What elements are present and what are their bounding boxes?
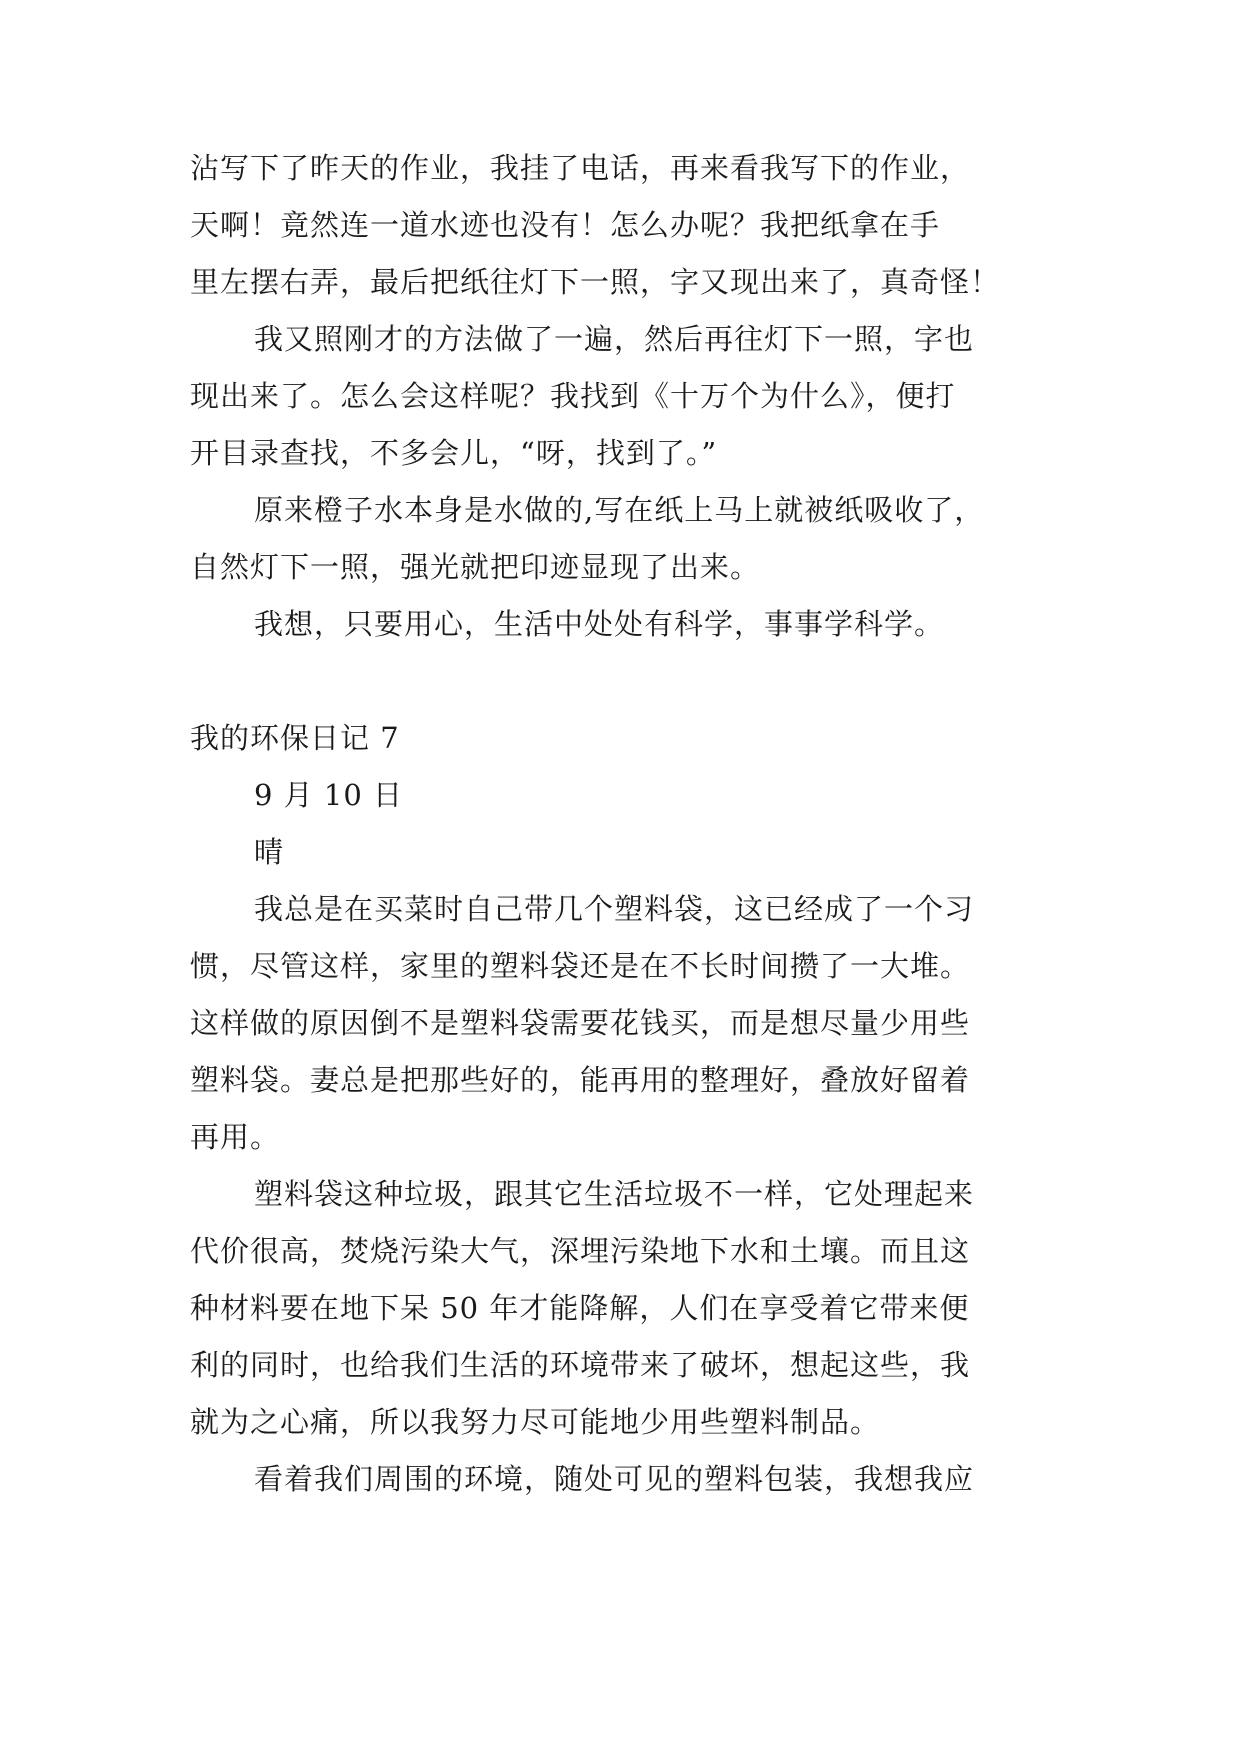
diary-weather: 晴	[254, 835, 285, 869]
text-line: 自然灯下一照，强光就把印迹显现了出来。	[190, 550, 761, 584]
diary-date: 9 月 10 日	[254, 778, 404, 812]
paragraph-first-line: 塑料袋这种垃圾，跟其它生活垃圾不一样，它处理起来	[254, 1177, 975, 1211]
text-line: 沾写下了昨天的作业，我挂了电话，再来看我写下的作业，	[190, 151, 971, 185]
text-line: 开目录查找，不多会儿，“呀，找到了。”	[190, 436, 718, 470]
text-line: 这样做的原因倒不是塑料袋需要花钱买，而是想尽量少用些	[190, 1006, 971, 1040]
text-line: 就为之心痛，所以我努力尽可能地少用些塑料制品。	[190, 1405, 881, 1439]
paragraph-first-line: 我又照刚才的方法做了一遍，然后再往灯下一照，字也	[254, 322, 975, 356]
text-line: 现出来了。怎么会这样呢？我找到《十万个为什么》，便打	[190, 379, 956, 413]
paragraph-first-line: 我总是在买菜时自己带几个塑料袋，这已经成了一个习	[254, 892, 975, 926]
text-line: 代价很高，焚烧污染大气，深埋污染地下水和土壤。而且这	[190, 1234, 971, 1268]
text-line: 塑料袋。妻总是把那些好的，能再用的整理好，叠放好留着	[190, 1063, 971, 1097]
diary-title: 我的环保日记 7	[190, 721, 400, 755]
text-line: 里左摆右弄，最后把纸往灯下一照，字又现出来了，真奇怪！	[190, 265, 1001, 299]
text-line: 惯，尽管这样，家里的塑料袋还是在不长时间攒了一大堆。	[190, 949, 971, 983]
paragraph-first-line: 看着我们周围的环境，随处可见的塑料包装，我想我应	[254, 1462, 975, 1496]
text-line: 天啊！竟然连一道水迹也没有！怎么办呢？我把纸拿在手	[190, 208, 941, 242]
paragraph-first-line: 我想，只要用心，生活中处处有科学，事事学科学。	[254, 607, 945, 641]
paragraph-first-line: 原来橙子水本身是水做的,写在纸上马上就被纸吸收了，	[254, 493, 985, 527]
text-line: 利的同时，也给我们生活的环境带来了破坏，想起这些，我	[190, 1348, 971, 1382]
text-line: 再用。	[190, 1120, 281, 1154]
text-line: 种材料要在地下呆 50 年才能降解，人们在享受着它带来便	[190, 1291, 970, 1325]
